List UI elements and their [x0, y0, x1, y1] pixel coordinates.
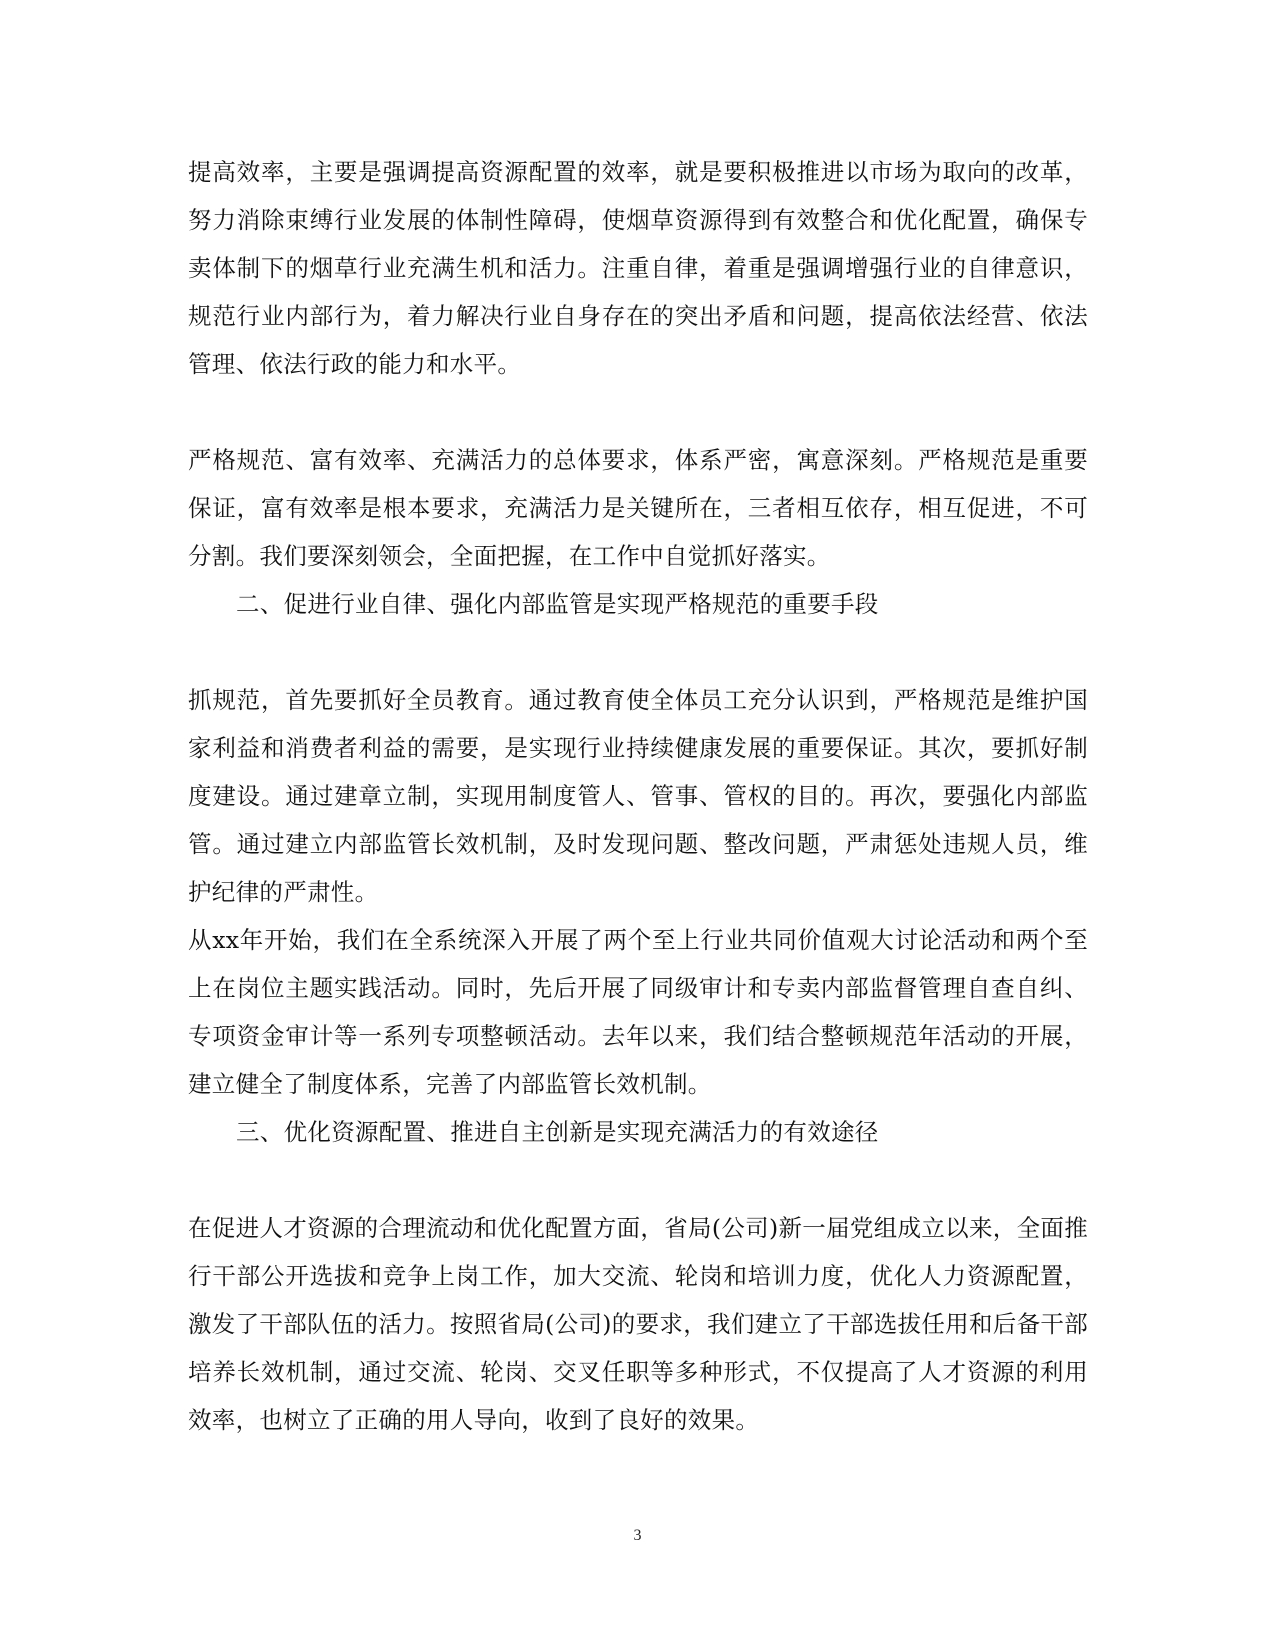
- section-heading-two: 二、促进行业自律、强化内部监管是实现严格规范的重要手段: [236, 590, 879, 618]
- paragraph-standardization: 抓规范，首先要抓好全员教育。通过教育使全体员工充分认识到，严格规范是维护国家利益和消费者利益的需要，是实现行业持续健康发展的重要保证。其次，要抓好制度建设。通过建章立制，实现用制度管人、管事、管权的目的。再次，要强化内部监管。通过建立内部监管长效机制，及时发现问题、整改问题，严肃惩处违规人员，维护纪律的严肃性。: [188, 686, 1088, 906]
- paragraph-activities: 从xx年开始，我们在全系统深入开展了两个至上行业共同价值观大讨论活动和两个至上在岗位主题实践活动。同时，先后开展了同级审计和专卖内部监督管理自查自纠、专项资金审计等一系列专项整顿活动。去年以来，我们结合整顿规范年活动的开展，建立健全了制度体系，完善了内部监管长效机制。: [188, 926, 1088, 1098]
- paragraph-efficiency: 提高效率，主要是强调提高资源配置的效率，就是要积极推进以市场为取向的改革，努力消除束缚行业发展的体制性障碍，使烟草资源得到有效整合和优化配置，确保专卖体制下的烟草行业充满生机和活力。注重自律，着重是强调增强行业的自律意识，规范行业内部行为，着力解决行业自身存在的突出矛盾和问题，提高依法经营、依法管理、依法行政的能力和水平。: [188, 158, 1088, 378]
- document-body: [188, 148, 1088, 1444]
- paragraph-talent-resources: 在促进人才资源的合理流动和优化配置方面，省局(公司)新一届党组成立以来，全面推行干部公开选拔和竞争上岗工作，加大交流、轮岗和培训力度，优化人力资源配置，激发了干部队伍的活力。按照省局(公司)的要求，我们建立了干部选拔任用和后备干部培养长效机制，通过交流、轮岗、交叉任职等多种形式，不仅提高了人才资源的利用效率，也树立了正确的用人导向，收到了良好的效果。: [188, 1214, 1088, 1434]
- page-number: 3: [633, 1527, 642, 1544]
- section-heading-three: 三、优化资源配置、推进自主创新是实现充满活力的有效途径: [236, 1118, 879, 1146]
- paragraph-overall-requirements: 严格规范、富有效率、充满活力的总体要求，体系严密，寓意深刻。严格规范是重要保证，富有效率是根本要求，充满活力是关键所在，三者相互依存，相互促进，不可分割。我们要深刻领会，全面把握，在工作中自觉抓好落实。: [188, 446, 1088, 570]
